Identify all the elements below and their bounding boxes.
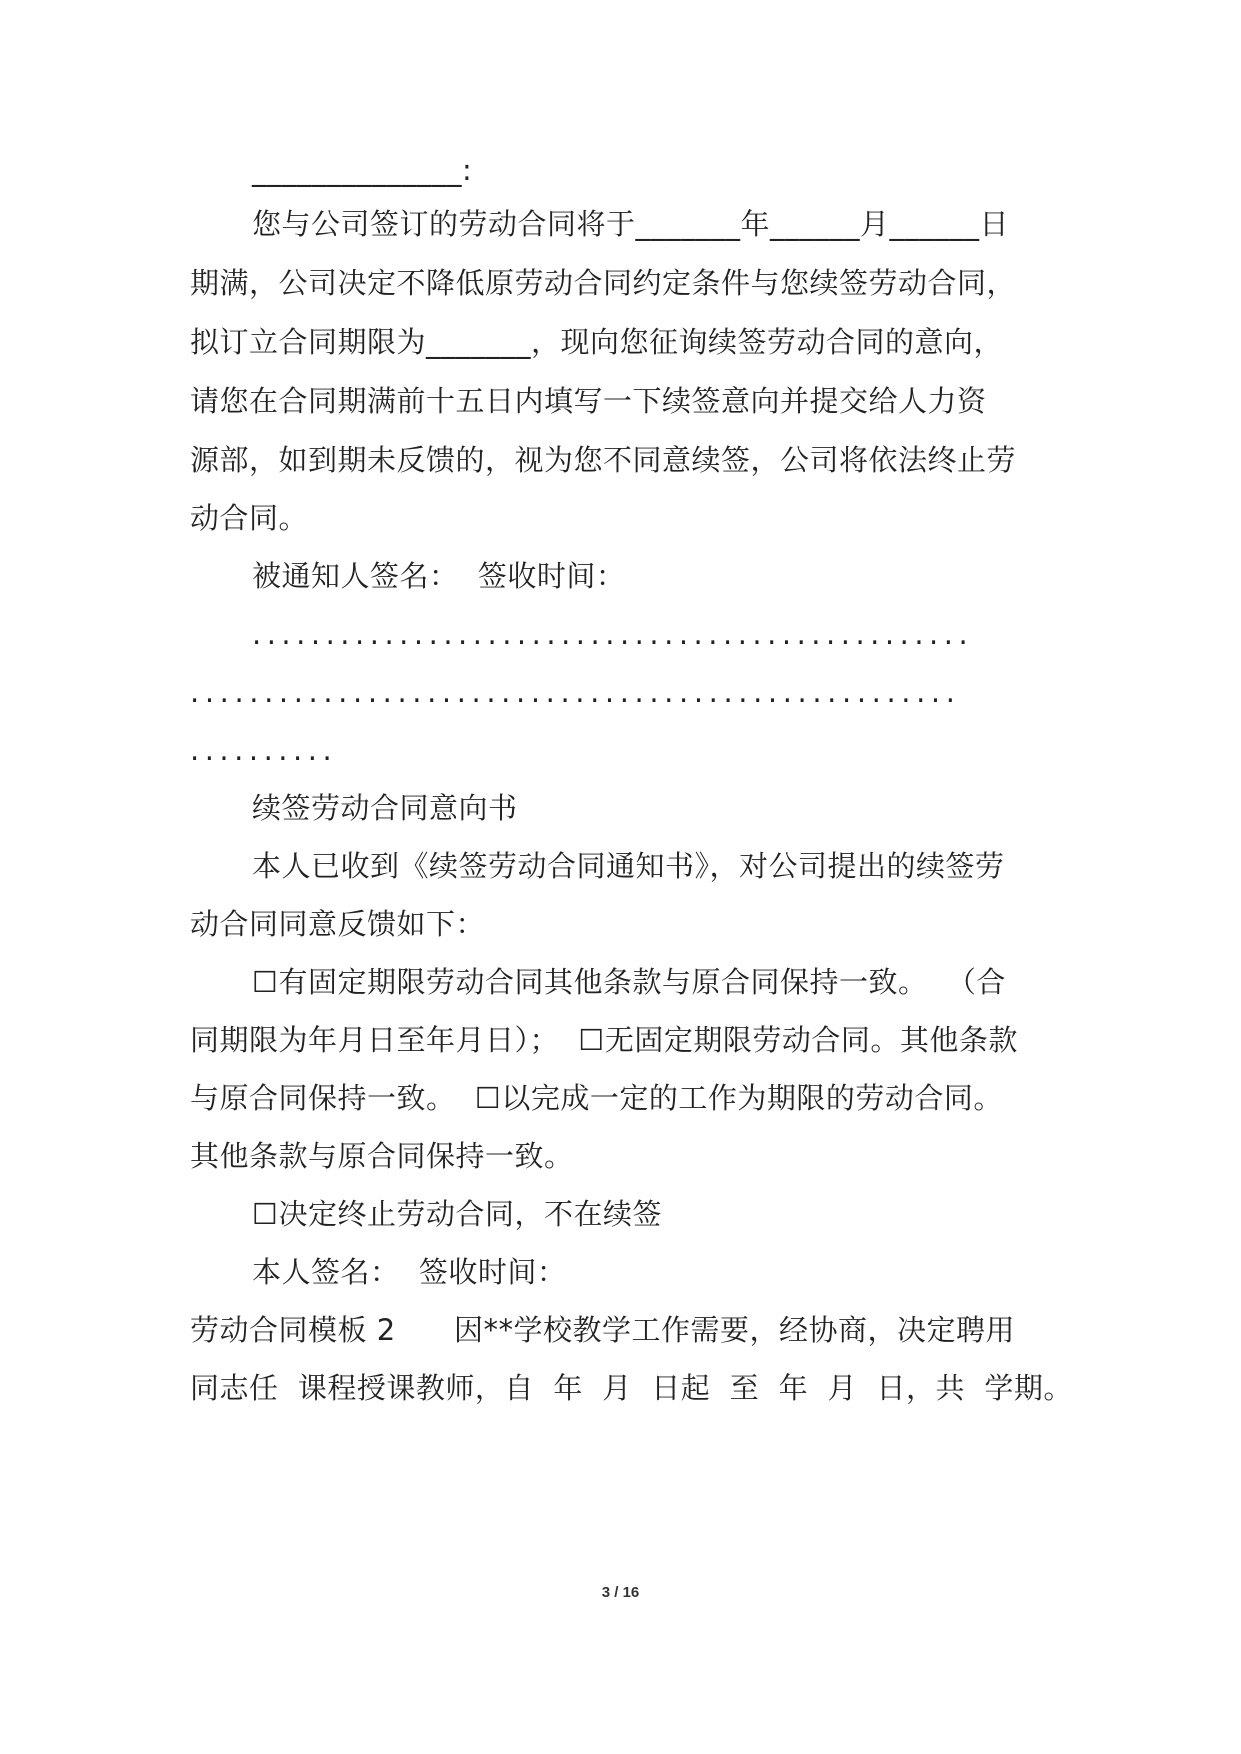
body-line: 您与公司签订的劳动合同将于_______年______月______日	[252, 207, 1010, 241]
dotted-separator: ....................................................	[190, 675, 961, 709]
body-line: 其他条款与原合同保持一致。	[190, 1139, 574, 1173]
body-line: 拟订立合同期限为_______，现向您征询续签劳动合同的意向，	[190, 325, 1004, 359]
dotted-separator: ..........	[190, 733, 338, 767]
page-number: 3 / 16	[601, 1584, 640, 1601]
addressee-blank-line: ______________:	[252, 153, 473, 187]
body-line: 源部，如到期未反馈的，视为您不同意续签，公司将依法终止劳	[190, 443, 1017, 477]
dotted-separator: .................................................	[252, 617, 974, 651]
section-heading: 续签劳动合同意向书	[252, 791, 518, 825]
signature-line: 本人签名： 签收时间：	[252, 1255, 567, 1289]
body-line: 本人已收到《续签劳动合同通知书》，对公司提出的续签劳	[252, 849, 1005, 883]
checkbox-option-line: 同期限为年月日至年月日）； ☐无固定期限劳动合同。其他条款	[190, 1023, 1018, 1057]
signature-line: 被通知人签名： 签收时间：	[252, 559, 626, 593]
checkbox-option-line: 与原合同保持一致。 ☐以完成一定的工作为期限的劳动合同。	[190, 1081, 1003, 1115]
checkbox-option-line: ☐有固定期限劳动合同其他条款与原合同保持一致。 （合	[252, 965, 1006, 999]
body-line: 动合同同意反馈如下：	[190, 907, 486, 941]
body-line: 同志任 课程授课教师，自 年 月 日起 至 年 月 日，共 学期。	[190, 1371, 1073, 1405]
template-heading-line: 劳动合同模板 2 因**学校教学工作需要，经协商，决定聘用	[190, 1313, 1015, 1347]
body-line: 动合同。	[190, 501, 309, 535]
checkbox-option-line: ☐决定终止劳动合同，不在续签	[252, 1197, 662, 1231]
body-line: 期满，公司决定不降低原劳动合同约定条件与您续签劳动合同，	[190, 266, 1017, 300]
body-line: 请您在合同期满前十五日内填写一下续签意向并提交给人力资	[190, 384, 987, 418]
